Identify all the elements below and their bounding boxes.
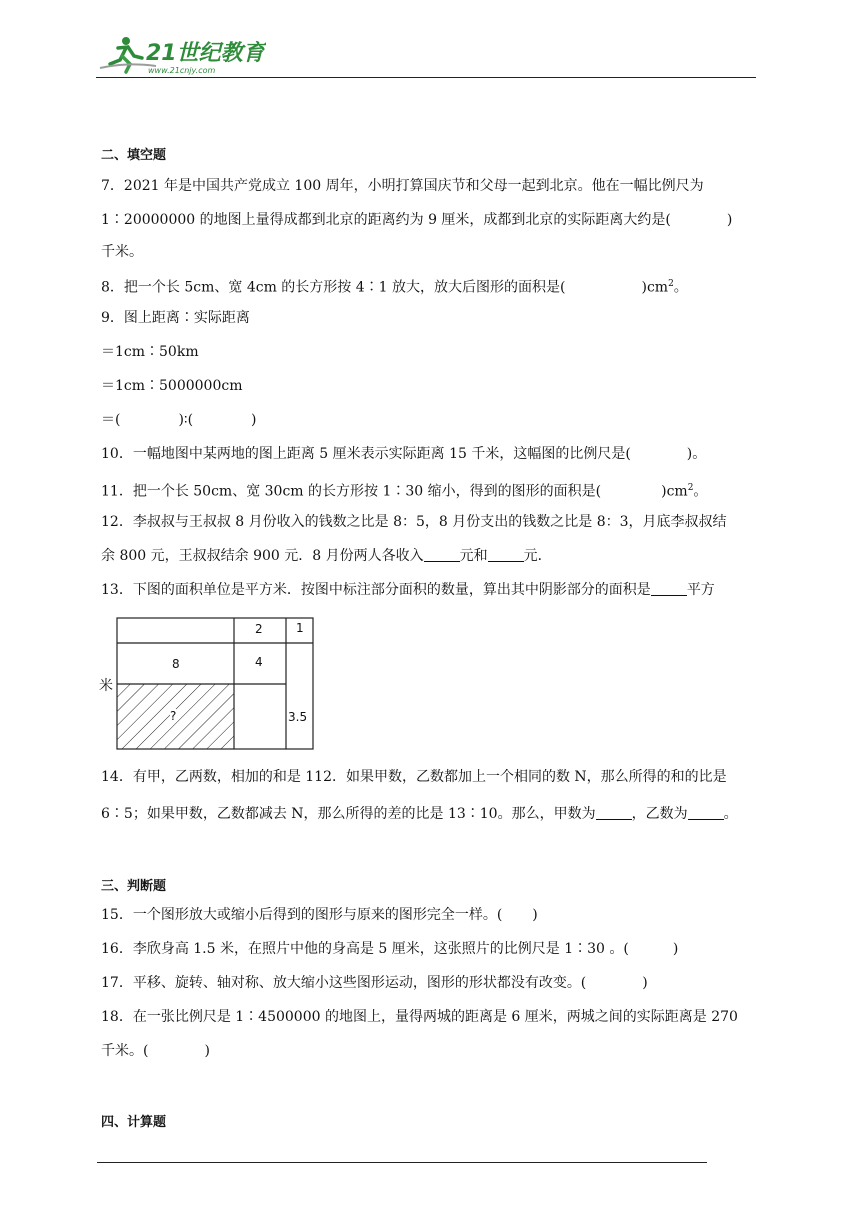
header-rule <box>96 77 756 78</box>
q18-line1: 18．在一张比例尺是 1∶4500000 的地图上，量得两城的距离是 6 厘米，两城之间的实际距离是 270 <box>101 1009 738 1025</box>
q12-line2: 余 800 元，王叔叔结余 900 元．8 月份两人各收入 元和 元． <box>101 548 552 564</box>
footer-rule <box>97 1162 707 1163</box>
cell-4: 4 <box>255 655 263 669</box>
section-title-judge: 三、判断题 <box>101 879 167 894</box>
q7-line3: 千米。 <box>101 244 143 260</box>
q13: 13．下图的面积单位是平方米．按图中标注部分面积的数量，算出其中阴影部分的面积是 平方 <box>101 582 715 598</box>
q12-line1: 12．李叔叔与王叔叔 8 月份收入的钱数之比是 8：5，8 月份支出的钱数之比是 8：3，月底李叔叔结 <box>101 514 727 530</box>
cell-8: 8 <box>172 657 180 671</box>
cell-3-5: 3.5 <box>288 710 308 724</box>
q7-line2: 1∶20000000 的地图上量得成都到北京的距离约为 9 厘米，成都到北京的实际距离大约是( ) <box>101 212 733 228</box>
section-title-fill: 二、填空题 <box>101 148 167 163</box>
q15: 15．一个图形放大或缩小后得到的图形与原来的图形完全一样。( ) <box>101 907 538 923</box>
q9-line4: ＝( )∶( ) <box>101 412 257 428</box>
area-figure <box>98 617 318 752</box>
q11: 11．把一个长 50cm、宽 30cm 的长方形按 1∶30 缩小，得到的图形的面积是( )$cm^2$。 <box>101 483 708 500</box>
q9-line3: ＝1cm∶5000000cm <box>101 378 243 394</box>
svg-text:www.21cnjy.com: www.21cnjy.com <box>148 66 216 75</box>
section-title-calc: 四、计算题 <box>101 1115 167 1130</box>
unit-continuation: 米 <box>99 678 113 694</box>
q16: 16．李欣身高 1.5 米，在照片中他的身高是 5 厘米，这张照片的比例尺是 1∶30 。( ) <box>101 941 679 957</box>
q18-line2: 千米。( ) <box>101 1043 210 1059</box>
cell-2: 2 <box>255 622 263 636</box>
q14-line1: 14．有甲，乙两数，相加的和是 112．如果甲数，乙数都加上一个相同的数 N，那么所得的和的比是 <box>101 769 727 785</box>
q8: 8．把一个长 5cm、宽 4cm 的长方形按 4∶1 放大，放大后图形的面积是( )$cm^2$。 <box>101 279 688 296</box>
cell-unknown: ? <box>170 709 177 723</box>
q10: 10．一幅地图中某两地的图上距离 5 厘米表示实际距离 15 千米，这幅图的比例尺是( )。 <box>101 446 707 462</box>
q14-line2: 6∶5；如果甲数，乙数都减去 N，那么所得的差的比是 13∶10。那么，甲数为 ，乙数为 。 <box>101 806 738 822</box>
q17: 17．平移、旋转、轴对称、放大缩小这些图形运动，图形的形状都没有改变。( ) <box>101 975 648 991</box>
logo <box>96 34 266 76</box>
cell-1: 1 <box>296 621 304 635</box>
q9-line2: ＝1cm∶50km <box>101 344 199 360</box>
page-header <box>96 30 756 78</box>
q9-line1: 9．图上距离∶实际距离 <box>101 310 250 326</box>
q7-line1: 7．2021 年是中国共产党成立 100 周年，小明打算国庆节和父母一起到北京。他在一幅比例尺为 <box>101 178 704 194</box>
svg-text:21世纪教育: 21世纪教育 <box>146 41 265 66</box>
